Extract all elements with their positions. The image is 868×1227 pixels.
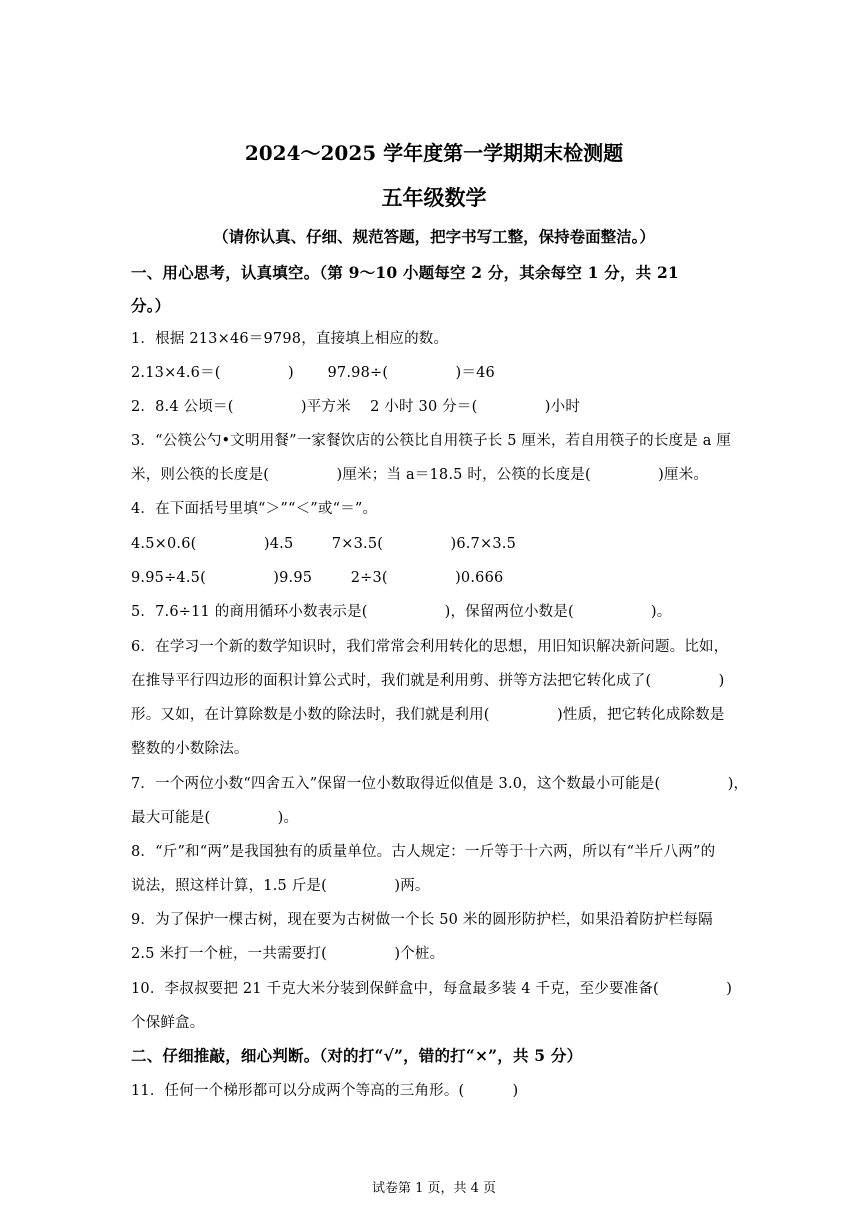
question-line: 11．任何一个梯形都可以分成两个等高的三角形。( ) [131,1083,519,1099]
question-line: 4.5×0.6( )4.5 7×3.5( )6.7×3.5 [131,536,516,552]
question-line: 9．为了保护一棵古树，现在要为古树做一个长 50 米的圆形防护栏，如果沿着防护栏每隔 [131,912,713,928]
question-line: 9.95÷4.5( )9.95 2÷3( )0.666 [131,570,504,586]
question-line: 7．一个两位小数“四舍五入”保留一位小数取得近似值是 3.0，这个数最小可能是( )， [131,776,749,792]
section-1-heading-cont: 分。） [131,296,171,315]
question-line: 10．李叔叔要把 21 千克大米分装到保鲜盒中，每盒最多装 4 千克，至少要准备( ) [131,981,733,997]
question-line: 米，则公筷的长度是( )厘米；当 a＝18.5 时，公筷的长度是( )厘米。 [131,467,709,483]
question-line: 整数的小数除法。 [131,741,249,757]
question-line: 个保鲜盒。 [131,1015,205,1031]
question-line: 说法，照这样计算，1.5 斤是( )两。 [131,878,430,894]
question-line: 5．7.6÷11 的商用循环小数表示是( )，保留两位小数是( )。 [131,604,672,620]
exam-subtitle: 五年级数学 [381,185,487,210]
exam-instruction: （请你认真、仔细、规范答题，把字书写工整，保持卷面整洁。） [213,227,655,246]
question-line: 3．“公筷公勺•文明用餐”一家餐饮店的公筷比自用筷子长 5 厘米，若自用筷子的长度是 a 厘 [131,433,732,449]
question-line: 最大可能是( )。 [131,810,299,826]
question-line: 2.5 米打一个桩，一共需要打( )个桩。 [131,946,445,962]
question-line: 6．在学习一个新的数学知识时，我们常常会利用转化的思想，用旧知识解决新问题。比如， [131,639,729,655]
question-line: 在推导平行四边形的面积计算公式时，我们就是利用剪、拼等方法把它转化成了( ) [131,673,725,689]
question-line: 8．“斤”和“两”是我国独有的质量单位。古人规定：一斤等于十六两，所以有“半斤八两”的 [131,844,716,860]
exam-title: 2024～2025 学年度第一学期期末检测题 [244,141,624,165]
page-footer: 试卷第 1 页，共 4 页 [371,1181,497,1196]
question-line: 2．8.4 公顷＝( )平方米 2 小时 30 分＝( )小时 [131,399,581,415]
question-line: 2.13×4.6＝( ) 97.98÷( )＝46 [131,365,495,381]
section-1-heading: 一、用心思考，认真填空。（第 9～10 小题每空 2 分，其余每空 1 分，共 21 [131,263,679,282]
question-line: 1．根据 213×46＝9798，直接填上相应的数。 [131,331,449,347]
question-line: 形。又如，在计算除数是小数的除法时，我们就是利用( )性质，把它转化成除数是 [131,707,725,723]
section-2-heading: 二、仔细推敲，细心判断。（对的打“√”，错的打“×”，共 5 分） [131,1046,583,1065]
question-line: 4．在下面括号里填“＞”“＜”或“＝”。 [131,501,378,517]
